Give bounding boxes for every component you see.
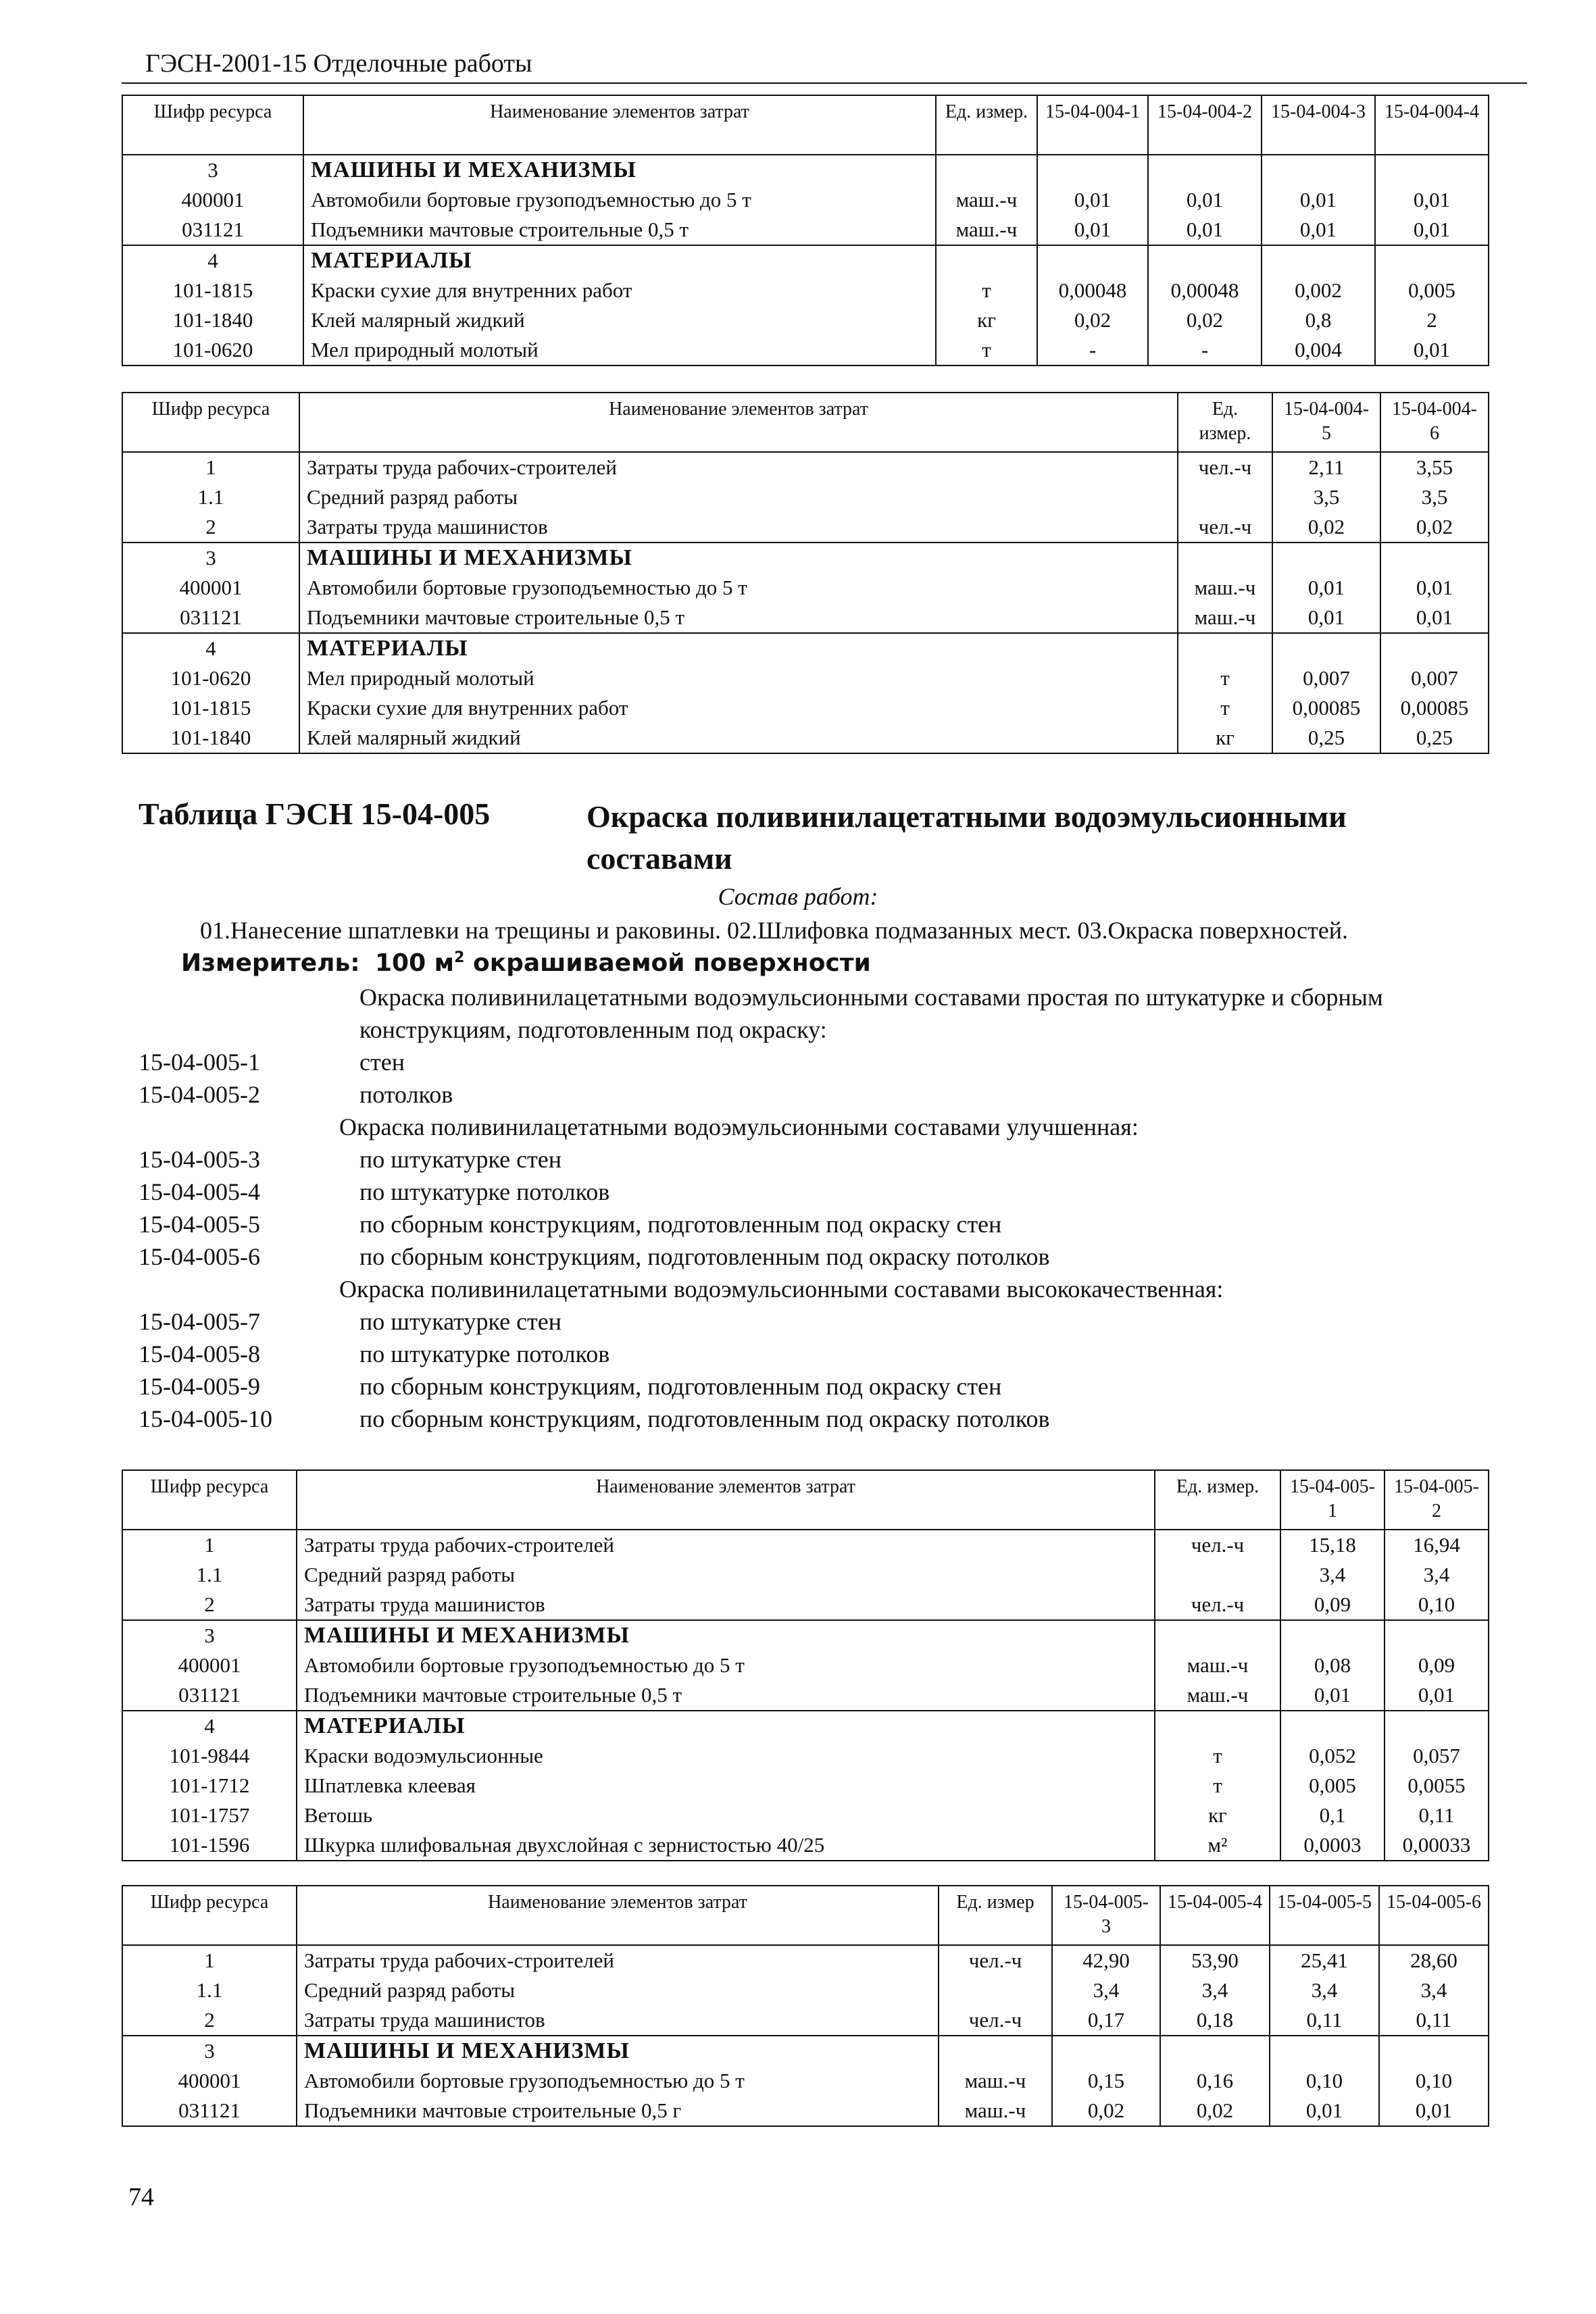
col-header-norm: 15-04-004-6 <box>1380 393 1489 452</box>
unit: чел.-ч <box>939 1945 1052 1976</box>
section-heading: МАШИНЫ И МЕХАНИЗМЫ <box>297 2036 939 2066</box>
resource-code: 101-0620 <box>122 663 299 693</box>
norm-value: 0,00048 <box>1037 276 1148 305</box>
norm-value: 0,15 <box>1052 2066 1160 2096</box>
norm-value <box>1052 2036 1160 2066</box>
section-heading: МАШИНЫ И МЕХАНИЗМЫ <box>303 155 936 185</box>
resource-code: 101-9844 <box>122 1741 297 1771</box>
col-header-norm: 15-04-004-2 <box>1148 95 1262 155</box>
norm-value: 25,41 <box>1270 1945 1379 1976</box>
table-row <box>122 2096 1489 2126</box>
table-row <box>122 1741 1489 1771</box>
measure-value: 100 $м^2$ окрашиваемой поверхности <box>375 949 871 977</box>
norm-value: 3,5 <box>1272 482 1380 512</box>
norm-value: 0,01 <box>1148 185 1262 215</box>
resource-code: 1 <box>122 452 299 482</box>
table-row <box>122 185 1489 215</box>
running-header: ГЭСН-2001-15 Отделочные работы <box>145 49 532 78</box>
item-code: 15-04-005-6 <box>139 1243 260 1270</box>
unit <box>936 155 1037 185</box>
table-row <box>122 573 1489 603</box>
table-row <box>122 482 1489 512</box>
unit <box>1155 1711 1280 1741</box>
unit: маш.-ч <box>936 215 1037 245</box>
col-header-norm: 15-04-005-1 <box>1280 1470 1385 1530</box>
unit: т <box>1178 663 1272 693</box>
table-row <box>122 512 1489 543</box>
resource-code: 101-1757 <box>122 1801 297 1830</box>
item-code: 15-04-005-10 <box>139 1405 272 1432</box>
resource-code: 031121 <box>122 1680 297 1711</box>
norm-value: 3,5 <box>1380 482 1489 512</box>
norm-value <box>1380 543 1489 573</box>
norm-value: 28,60 <box>1379 1945 1489 1976</box>
unit: т <box>936 276 1037 305</box>
header-rule <box>122 82 1527 84</box>
unit <box>939 1976 1052 2005</box>
table-header-row <box>122 1470 1489 1530</box>
table-row <box>122 1801 1489 1830</box>
resource-code: 2 <box>122 2005 297 2036</box>
resource-name: Краски водоэмульсионные <box>297 1741 1155 1771</box>
table-row <box>122 335 1489 366</box>
norm-value: 0,007 <box>1272 663 1380 693</box>
norm-value <box>1280 1711 1385 1741</box>
norm-value: 15,18 <box>1280 1530 1385 1560</box>
item-text: по сборным конструкциям, подготовленным под окраску стен <box>359 1373 1002 1400</box>
resource-name: Подъемники мачтовые строительные 0,5 т <box>303 215 936 245</box>
unit: чел.-ч <box>1178 512 1272 543</box>
norm-value: 0,02 <box>1052 2096 1160 2126</box>
norm-value: 0,11 <box>1270 2005 1379 2036</box>
norm-value: 0,01 <box>1379 2096 1489 2126</box>
unit <box>936 245 1037 276</box>
section-heading: МАТЕРИАЛЫ <box>303 245 936 276</box>
table-row <box>122 276 1489 305</box>
unit <box>1178 633 1272 663</box>
col-header-norm: 15-04-004-4 <box>1375 95 1489 155</box>
col-header-norm: 15-04-005-6 <box>1379 1886 1489 1945</box>
norm-value: 0,01 <box>1272 573 1380 603</box>
table-row <box>122 693 1489 723</box>
norm-value: 0,01 <box>1380 603 1489 633</box>
group-heading-high-quality: Окраска поливинилацетатными водоэмульсионными составами высококачественная: <box>339 1276 1224 1303</box>
norm-value <box>1262 155 1375 185</box>
resource-name: Шпатлевка клеевая <box>297 1771 1155 1801</box>
norm-value: 0,01 <box>1270 2096 1379 2126</box>
norm-value: 0,8 <box>1262 305 1375 335</box>
unit <box>1178 543 1272 573</box>
item-code: 15-04-005-1 <box>139 1049 260 1076</box>
resource-name: Затраты труда машинистов <box>299 512 1178 543</box>
unit <box>1178 482 1272 512</box>
measure-label: Измеритель: <box>181 949 360 977</box>
table-row <box>122 1590 1489 1620</box>
unit: маш.-ч <box>939 2066 1052 2096</box>
resource-name: Шкурка шлифовальная двухслойная с зернистостью 40/25 <box>297 1830 1155 1861</box>
unit: маш.-ч <box>1155 1651 1280 1680</box>
resource-code: 1.1 <box>122 1976 297 2005</box>
norm-value: 0,10 <box>1270 2066 1379 2096</box>
col-header-norm: 15-04-005-5 <box>1270 1886 1379 1945</box>
work-composition-label: Состав работ: <box>718 883 878 910</box>
unit: т <box>1155 1741 1280 1771</box>
norm-value <box>1375 155 1489 185</box>
norm-value <box>1280 1620 1385 1651</box>
resource-code: 101-1815 <box>122 276 303 305</box>
resource-code: 101-1712 <box>122 1771 297 1801</box>
resource-code: 400001 <box>122 1651 297 1680</box>
table-row <box>122 663 1489 693</box>
resource-name: Средний разряд работы <box>299 482 1178 512</box>
item-code: 15-04-005-2 <box>139 1081 260 1108</box>
resource-name: Затраты труда машинистов <box>297 2005 939 2036</box>
norm-value <box>1262 245 1375 276</box>
norm-value: 0,10 <box>1379 2066 1489 2096</box>
norm-value <box>1375 245 1489 276</box>
norm-value: 2 <box>1375 305 1489 335</box>
work-operations: 01.Нанесение шпатлевки на трещины и раковины. 02.Шлифовка подмазанных мест. 03.Окраска поверхностей. <box>200 917 1348 944</box>
unit <box>1155 1560 1280 1590</box>
norm-value: - <box>1037 335 1148 366</box>
norm-value: 16,94 <box>1385 1530 1489 1560</box>
table-row <box>122 1771 1489 1801</box>
norm-value <box>1379 2036 1489 2066</box>
col-header-name: Наименование элементов затрат <box>299 393 1178 452</box>
norm-value <box>1037 245 1148 276</box>
resource-name: Затраты труда рабочих-строителей <box>299 452 1178 482</box>
norm-value: 0,25 <box>1380 723 1489 753</box>
item-code: 15-04-005-8 <box>139 1340 260 1367</box>
table-row <box>122 723 1489 753</box>
resource-name: Краски сухие для внутренних работ <box>299 693 1178 723</box>
norm-value <box>1160 2036 1270 2066</box>
norm-value: 53,90 <box>1160 1945 1270 1976</box>
unit: чел.-ч <box>939 2005 1052 2036</box>
table-title: Окраска поливинилацетатными водоэмульсионными составами <box>587 799 1347 876</box>
resource-code: 400001 <box>122 185 303 215</box>
item-text: по сборным конструкциям, подготовленным под окраску потолков <box>359 1243 1050 1270</box>
table-row <box>122 603 1489 633</box>
resource-name: Затраты труда рабочих-строителей <box>297 1945 939 1976</box>
norm-value <box>1272 543 1380 573</box>
resource-name: Автомобили бортовые грузоподъемностью до 5 т <box>297 2066 939 2096</box>
norm-value: 0,004 <box>1262 335 1375 366</box>
unit: т <box>1178 693 1272 723</box>
resource-name: Клей малярный жидкий <box>299 723 1178 753</box>
norm-value: 0,09 <box>1280 1590 1385 1620</box>
norm-value: 3,4 <box>1270 1976 1379 2005</box>
col-header-unit: Ед. измер. <box>936 95 1037 155</box>
unit: маш.-ч <box>1178 603 1272 633</box>
table-row <box>122 1620 1489 1651</box>
table-row <box>122 2036 1489 2066</box>
resource-name: Ветошь <box>297 1801 1155 1830</box>
resource-code: 4 <box>122 633 299 663</box>
norm-value: 0,10 <box>1385 1590 1489 1620</box>
table-row <box>122 215 1489 245</box>
unit: кг <box>936 305 1037 335</box>
resource-code: 1.1 <box>122 482 299 512</box>
norm-value: 0,01 <box>1375 185 1489 215</box>
resource-name: Клей малярный жидкий <box>303 305 936 335</box>
norm-value: 0,005 <box>1375 276 1489 305</box>
norm-value: 3,55 <box>1380 452 1489 482</box>
col-header-norm: 15-04-005-4 <box>1160 1886 1270 1945</box>
norm-value: 0,02 <box>1160 2096 1270 2126</box>
resource-code: 4 <box>122 1711 297 1741</box>
norm-value: 0,01 <box>1280 1680 1385 1711</box>
unit: маш.-ч <box>939 2096 1052 2126</box>
norm-value <box>1037 155 1148 185</box>
resource-code: 3 <box>122 155 303 185</box>
norm-value: 0,02 <box>1272 512 1380 543</box>
resource-code: 101-1596 <box>122 1830 297 1861</box>
norm-value: 0,0055 <box>1385 1771 1489 1801</box>
norm-value: 0,002 <box>1262 276 1375 305</box>
unit: чел.-ч <box>1178 452 1272 482</box>
col-header-name: Наименование элементов затрат <box>303 95 936 155</box>
unit: маш.-ч <box>1178 573 1272 603</box>
norm-value: 0,057 <box>1385 1741 1489 1771</box>
resource-code: 1 <box>122 1945 297 1976</box>
resource-code: 4 <box>122 245 303 276</box>
group-heading-simple: Окраска поливинилацетатными водоэмульсионными составами простая по штукатурке и сборным <box>359 984 1383 1011</box>
unit: т <box>1155 1771 1280 1801</box>
norm-value: 0,007 <box>1380 663 1489 693</box>
unit: чел.-ч <box>1155 1530 1280 1560</box>
norm-value: 0,00033 <box>1385 1830 1489 1861</box>
norm-value: 42,90 <box>1052 1945 1160 1976</box>
resource-code: 2 <box>122 1590 297 1620</box>
item-text: стен <box>359 1049 405 1076</box>
col-header-unit: Ед. измер. <box>1178 393 1272 452</box>
norm-value: 0,01 <box>1375 335 1489 366</box>
norm-value: 0,00048 <box>1148 276 1262 305</box>
resource-code: 1.1 <box>122 1560 297 1590</box>
table-row <box>122 1830 1489 1861</box>
norm-value: 3,4 <box>1052 1976 1160 2005</box>
resource-table-004-1-4 <box>122 95 1489 366</box>
item-text: по сборным конструкциям, подготовленным под окраску стен <box>359 1211 1002 1238</box>
norm-value: 0,052 <box>1280 1741 1385 1771</box>
col-header-norm: 15-04-004-3 <box>1262 95 1375 155</box>
norm-value: 0,01 <box>1262 215 1375 245</box>
norm-value <box>1385 1711 1489 1741</box>
norm-value: 2,11 <box>1272 452 1380 482</box>
col-header-unit: Ед. измер <box>939 1886 1052 1945</box>
section-heading: МАТЕРИАЛЫ <box>299 633 1178 663</box>
resource-name: Мел природный молотый <box>299 663 1178 693</box>
item-code: 15-04-005-7 <box>139 1308 260 1335</box>
resource-code: 3 <box>122 1620 297 1651</box>
norm-value: 3,4 <box>1280 1560 1385 1590</box>
table-row <box>122 1651 1489 1680</box>
norm-value: 0,08 <box>1280 1651 1385 1680</box>
col-header-norm: 15-04-004-5 <box>1272 393 1380 452</box>
table-row <box>122 2066 1489 2096</box>
norm-value: 3,4 <box>1385 1560 1489 1590</box>
resource-code: 3 <box>122 543 299 573</box>
resource-name: Средний разряд работы <box>297 1560 1155 1590</box>
unit: т <box>936 335 1037 366</box>
resource-code: 3 <box>122 2036 297 2066</box>
norm-value: 0,01 <box>1385 1680 1489 1711</box>
table-row <box>122 1945 1489 1976</box>
item-text: по штукатурке стен <box>359 1146 562 1173</box>
item-text: по штукатурке потолков <box>359 1340 610 1367</box>
norm-value: 0,01 <box>1037 185 1148 215</box>
table-row <box>122 1680 1489 1711</box>
section-heading: МАШИНЫ И МЕХАНИЗМЫ <box>299 543 1178 573</box>
resource-code: 400001 <box>122 2066 297 2096</box>
norm-value: 0,01 <box>1148 215 1262 245</box>
norm-value: 0,0003 <box>1280 1830 1385 1861</box>
norm-value: 0,16 <box>1160 2066 1270 2096</box>
group-heading-improved: Окраска поливинилацетатными водоэмульсионными составами улучшенная: <box>339 1113 1139 1140</box>
norm-value: - <box>1148 335 1262 366</box>
table-number: Таблица ГЭСН 15-04-005 <box>139 797 491 831</box>
resource-table-005-3-6 <box>122 1885 1489 2127</box>
unit: чел.-ч <box>1155 1590 1280 1620</box>
resource-code: 400001 <box>122 573 299 603</box>
norm-value: 0,25 <box>1272 723 1380 753</box>
table-header-row <box>122 95 1489 155</box>
norm-value: 0,01 <box>1380 573 1489 603</box>
item-code: 15-04-005-4 <box>139 1178 260 1205</box>
resource-name: Автомобили бортовые грузоподъемностью до 5 т <box>299 573 1178 603</box>
norm-value: 3,4 <box>1160 1976 1270 2005</box>
unit <box>939 2036 1052 2066</box>
norm-value <box>1385 1620 1489 1651</box>
col-header-code: Шифр ресурса <box>122 393 299 452</box>
item-code: 15-04-005-9 <box>139 1373 260 1400</box>
group-heading-simple-cont: конструкциям, подготовленным под окраску: <box>359 1016 827 1043</box>
norm-value: 0,11 <box>1379 2005 1489 2036</box>
norm-value <box>1148 155 1262 185</box>
item-code: 15-04-005-3 <box>139 1146 260 1173</box>
resource-table-004-5-6 <box>122 392 1489 754</box>
unit: м² <box>1155 1830 1280 1861</box>
col-header-code: Шифр ресурса <box>122 1470 297 1530</box>
item-text: по штукатурке стен <box>359 1308 562 1335</box>
col-header-code: Шифр ресурса <box>122 1886 297 1945</box>
norm-value <box>1380 633 1489 663</box>
resource-code: 031121 <box>122 215 303 245</box>
norm-value: 3,4 <box>1379 1976 1489 2005</box>
col-header-norm: 15-04-005-2 <box>1385 1470 1489 1530</box>
resource-code: 101-1840 <box>122 723 299 753</box>
norm-value: 0,00085 <box>1272 693 1380 723</box>
section-heading: МАШИНЫ И МЕХАНИЗМЫ <box>297 1620 1155 1651</box>
col-header-unit: Ед. измер. <box>1155 1470 1280 1530</box>
col-header-norm: 15-04-005-3 <box>1052 1886 1160 1945</box>
resource-code: 1 <box>122 1530 297 1560</box>
resource-name: Краски сухие для внутренних работ <box>303 276 936 305</box>
col-header-norm: 15-04-004-1 <box>1037 95 1148 155</box>
page-number: 74 <box>128 2183 154 2211</box>
norm-value <box>1148 245 1262 276</box>
norm-value: 0,01 <box>1272 603 1380 633</box>
unit <box>1155 1620 1280 1651</box>
table-row <box>122 2005 1489 2036</box>
section-heading: МАТЕРИАЛЫ <box>297 1711 1155 1741</box>
item-code: 15-04-005-5 <box>139 1211 260 1238</box>
resource-name: Мел природный молотый <box>303 335 936 366</box>
table-row <box>122 245 1489 276</box>
table-row <box>122 1560 1489 1590</box>
resource-code: 031121 <box>122 2096 297 2126</box>
resource-code: 101-0620 <box>122 335 303 366</box>
norm-value: 0,18 <box>1160 2005 1270 2036</box>
norm-value: 0,01 <box>1375 215 1489 245</box>
resource-code: 031121 <box>122 603 299 633</box>
unit: маш.-ч <box>936 185 1037 215</box>
col-header-name: Наименование элементов затрат <box>297 1470 1155 1530</box>
table-row <box>122 1711 1489 1741</box>
resource-name: Затраты труда машинистов <box>297 1590 1155 1620</box>
table-row <box>122 543 1489 573</box>
resource-name: Автомобили бортовые грузоподъемностью до 5 т <box>303 185 936 215</box>
norm-value: 0,11 <box>1385 1801 1489 1830</box>
table-row <box>122 305 1489 335</box>
table-row <box>122 1530 1489 1560</box>
norm-value: 0,02 <box>1148 305 1262 335</box>
resource-code: 2 <box>122 512 299 543</box>
norm-value: 0,00085 <box>1380 693 1489 723</box>
norm-value: 0,1 <box>1280 1801 1385 1830</box>
table-row <box>122 1976 1489 2005</box>
resource-table-005-1-2 <box>122 1469 1489 1861</box>
norm-value <box>1270 2036 1379 2066</box>
table-header-row <box>122 393 1489 452</box>
resource-name: Подъемники мачтовые строительные 0,5 г <box>297 2096 939 2126</box>
col-header-code: Шифр ресурса <box>122 95 303 155</box>
norm-value: 0,02 <box>1037 305 1148 335</box>
norm-value: 0,02 <box>1380 512 1489 543</box>
resource-name: Подъемники мачтовые строительные 0,5 т <box>297 1680 1155 1711</box>
resource-name: Автомобили бортовые грузоподъемностью до 5 т <box>297 1651 1155 1680</box>
unit: кг <box>1155 1801 1280 1830</box>
unit: маш.-ч <box>1155 1680 1280 1711</box>
resource-name: Средний разряд работы <box>297 1976 939 2005</box>
table-row <box>122 452 1489 482</box>
resource-name: Подъемники мачтовые строительные 0,5 т <box>299 603 1178 633</box>
norm-value: 0,005 <box>1280 1771 1385 1801</box>
col-header-name: Наименование элементов затрат <box>297 1886 939 1945</box>
norm-value <box>1272 633 1380 663</box>
resource-code: 101-1840 <box>122 305 303 335</box>
norm-value: 0,01 <box>1262 185 1375 215</box>
norm-value: 0,01 <box>1037 215 1148 245</box>
table-row <box>122 633 1489 663</box>
item-text: потолков <box>359 1081 453 1108</box>
table-header-row <box>122 1886 1489 1945</box>
norm-value: 0,09 <box>1385 1651 1489 1680</box>
resource-code: 101-1815 <box>122 693 299 723</box>
resource-name: Затраты труда рабочих-строителей <box>297 1530 1155 1560</box>
unit: кг <box>1178 723 1272 753</box>
item-text: по сборным конструкциям, подготовленным под окраску потолков <box>359 1405 1050 1432</box>
table-row <box>122 155 1489 185</box>
item-text: по штукатурке потолков <box>359 1178 610 1205</box>
norm-value: 0,17 <box>1052 2005 1160 2036</box>
